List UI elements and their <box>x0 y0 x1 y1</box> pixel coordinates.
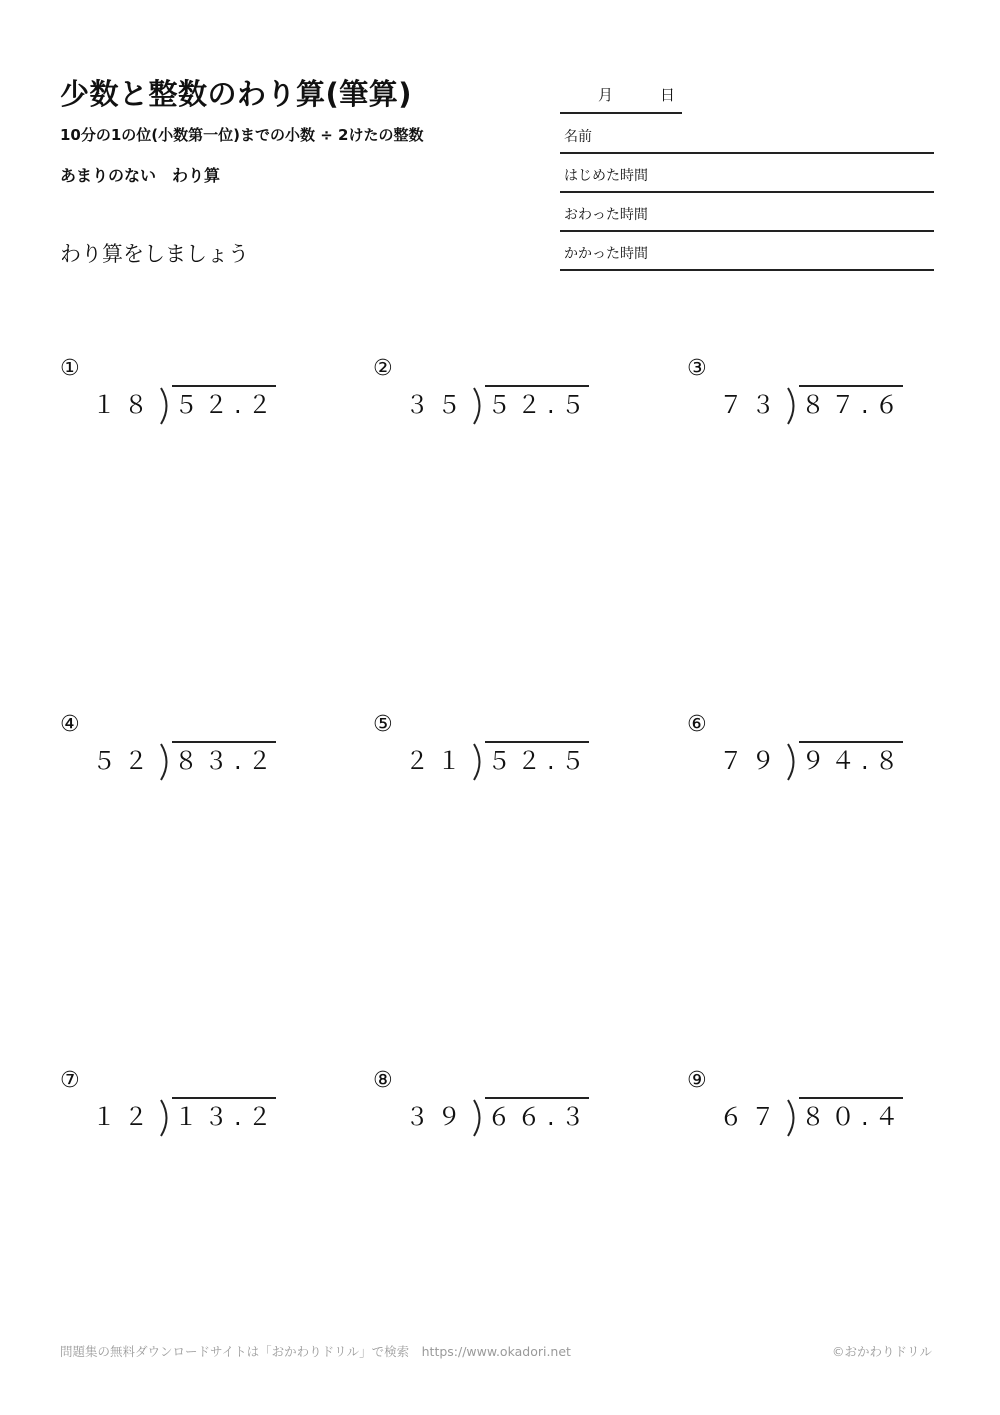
divisor: ２１ <box>405 747 469 775</box>
problem-number: ⑤ <box>373 712 393 737</box>
division-overline <box>172 385 276 387</box>
divisor: ７９ <box>719 747 783 775</box>
problem-number: ④ <box>60 712 80 737</box>
division-overline <box>799 741 903 743</box>
long-division-bracket-icon <box>158 1098 174 1138</box>
problem-number: ⑨ <box>687 1068 707 1093</box>
long-division-bracket-icon <box>471 1098 487 1138</box>
long-division-bracket-icon <box>785 386 801 426</box>
divisor: ６７ <box>719 1103 783 1131</box>
divisor: ５２ <box>92 747 156 775</box>
problem-8[interactable] <box>373 1070 633 1140</box>
division-overline <box>485 741 589 743</box>
problem-2[interactable] <box>373 358 633 428</box>
footer-copyright: ©おかわりドリル <box>831 1344 932 1359</box>
problem-number: ② <box>373 356 393 381</box>
problem-number: ① <box>60 356 80 381</box>
elapsed-time-field-label: かかった時間 <box>564 246 648 262</box>
problem-1[interactable] <box>60 358 320 428</box>
problem-7[interactable] <box>60 1070 320 1140</box>
long-division-bracket-icon <box>158 742 174 782</box>
divisor: １２ <box>92 1103 156 1131</box>
division-overline <box>485 1097 589 1099</box>
divisor: ３５ <box>405 391 469 419</box>
dividend: ６６.３ <box>487 1103 591 1131</box>
division-overline <box>172 1097 276 1099</box>
date-day-label: 日 <box>660 86 676 104</box>
problem-9[interactable] <box>687 1070 947 1140</box>
division-overline <box>485 385 589 387</box>
divisor: １８ <box>92 391 156 419</box>
problem-3[interactable] <box>687 358 947 428</box>
division-overline <box>172 741 276 743</box>
dividend: ９４.８ <box>801 747 905 775</box>
end-time-field[interactable] <box>560 192 934 232</box>
footer-site-link[interactable]: 問題集の無料ダウンロードサイトは「おかわりドリル」で検索 https://www.okadori.net <box>60 1344 571 1359</box>
problem-number: ⑧ <box>373 1068 393 1093</box>
division-overline <box>799 385 903 387</box>
problem-number: ⑥ <box>687 712 707 737</box>
problem-6[interactable] <box>687 714 947 784</box>
instruction-text: わり算をしましょう <box>60 242 249 266</box>
dividend: １３.２ <box>174 1103 278 1131</box>
end-time-field-label: おわった時間 <box>564 207 648 223</box>
long-division-bracket-icon <box>471 742 487 782</box>
problem-4[interactable] <box>60 714 320 784</box>
long-division-bracket-icon <box>785 742 801 782</box>
long-division-bracket-icon <box>158 386 174 426</box>
long-division-bracket-icon <box>785 1098 801 1138</box>
page-title: 少数と整数のわり算(筆算) <box>60 77 413 111</box>
page-subtitle: 10分の1の位(小数第一位)までの小数 ÷ 2けたの整数 <box>60 126 424 144</box>
date-month-label: 月 <box>598 86 614 104</box>
dividend: ８７.６ <box>801 391 905 419</box>
division-overline <box>799 1097 903 1099</box>
page-subtitle-no-remainder: あまりのない わり算 <box>60 166 221 185</box>
dividend: ８３.２ <box>174 747 278 775</box>
name-field[interactable] <box>560 114 934 154</box>
problem-5[interactable] <box>373 714 633 784</box>
name-field-label: 名前 <box>564 129 592 145</box>
dividend: ５２.２ <box>174 391 278 419</box>
problem-number: ③ <box>687 356 707 381</box>
dividend: ８０.４ <box>801 1103 905 1131</box>
dividend: ５２.５ <box>487 391 591 419</box>
start-time-field[interactable] <box>560 153 934 193</box>
start-time-field-label: はじめた時間 <box>564 168 648 184</box>
elapsed-time-field[interactable] <box>560 231 934 271</box>
divisor: ３９ <box>405 1103 469 1131</box>
divisor: ７３ <box>719 391 783 419</box>
long-division-bracket-icon <box>471 386 487 426</box>
problem-number: ⑦ <box>60 1068 80 1093</box>
dividend: ５２.５ <box>487 747 591 775</box>
